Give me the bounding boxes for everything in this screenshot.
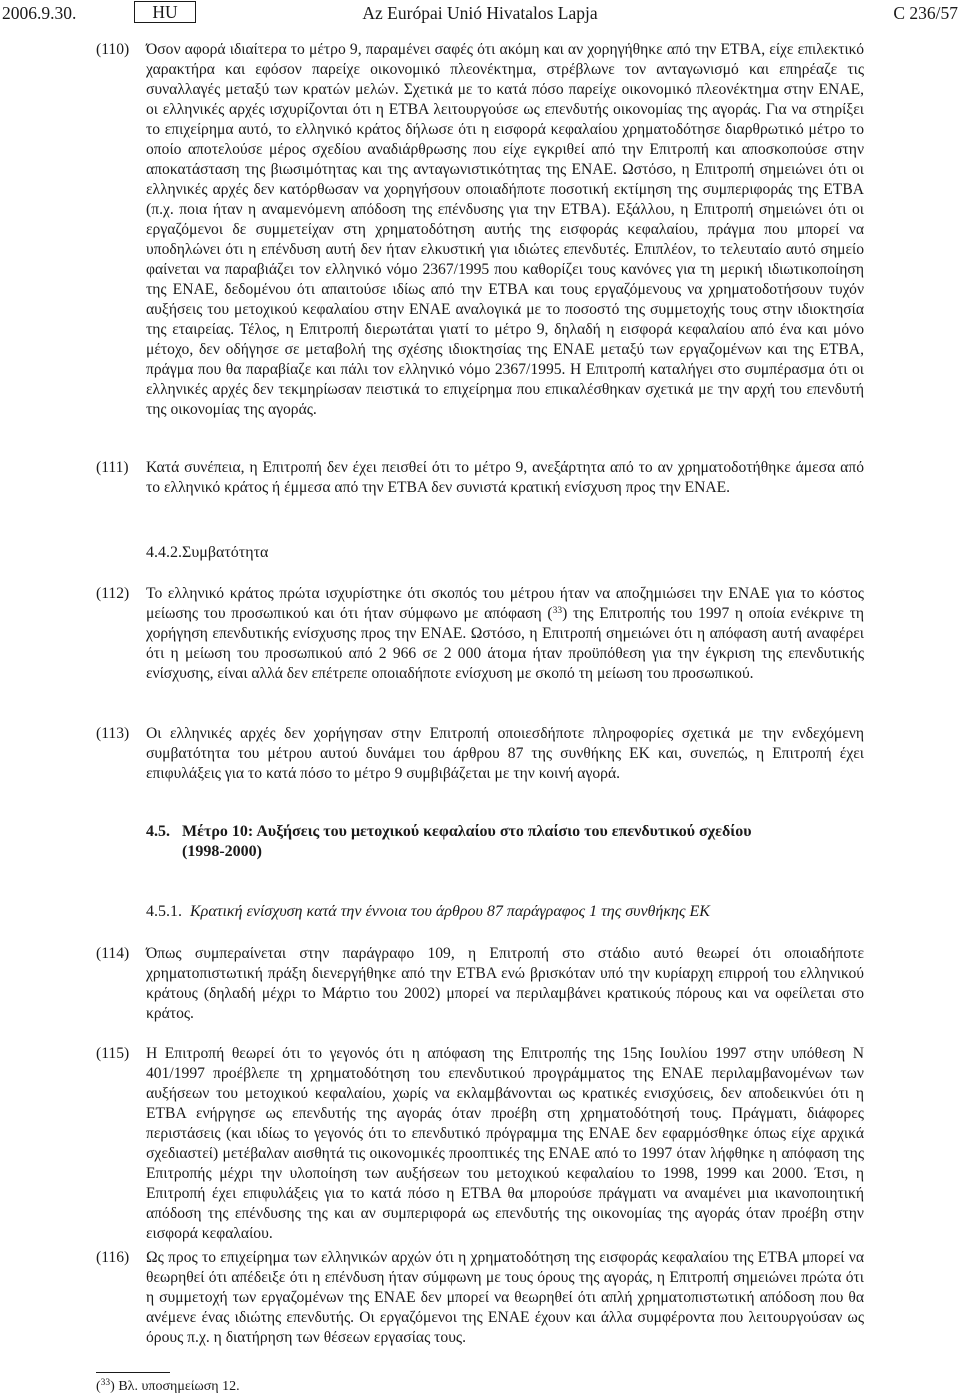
- paragraph-text: Οι ελληνικές αρχές δεν χορήγησαν στην Επιτροπή οποιεσδήποτε πληροφορίες σχετικά με την ενδεχόμενη συμβατότητα του μέτρου αυτού δυνάμει του άρθρου 87 της συνθήκης ΕΚ και, συνεπώς, η Επιτροπή έχει επιφυλάξεις για το κατά πόσο το μέτρο 9 συμβιβάζεται με την κοινή αγορά.: [146, 725, 864, 782]
- section-title-continued: (1998-2000): [182, 843, 262, 860]
- paragraph-number: (111): [96, 459, 129, 476]
- paragraph-113: [96, 724, 864, 784]
- paragraph-text: Το ελληνικό κράτος πρώτα ισχυρίστηκε ότι σκοπός του μέτρου ήταν να αποζημιώσει την ΕΝΑΕ για το κόστος μείωσης του προσωπικού και ότι ήταν σύμφωνο με απόφαση ($^{33}$) της Επιτροπής του 1997 η οποία ενέκρινε τη χορήγηση επενδυτικής ενίσχυσης προς την ΕΝΑΕ. Ωστόσο, η Επιτροπή σημειώνει ότι η απόφαση αυτή αναφέρει ότι η μείωση του προσωπικού από 2 966 σε 2 000 άτομα ήταν προϋπόθεση για την έγκριση της επενδυτικής ενίσχυσης, είναι αλλά δεν επέτρεπε οποιαδήποτε ενίσχυση με σκοπό τη μείωση του προσωπικού.: [146, 585, 864, 682]
- paragraph-number: (112): [96, 585, 130, 602]
- section-number: 4.4.2.: [146, 544, 182, 561]
- footnote-text: Βλ. υποσημείωση 12.: [118, 1379, 240, 1394]
- paragraph-114: [96, 944, 864, 1024]
- paragraph-111: [96, 458, 864, 498]
- paragraph-number: (110): [96, 41, 130, 58]
- section-title: Συμβατότητα: [182, 544, 269, 561]
- section-number: 4.5.: [146, 823, 170, 840]
- journal-title: Az Európai Unió Hivatalos Lapja: [362, 3, 598, 23]
- paragraph-number: (116): [96, 1249, 130, 1266]
- footnote-separator: [96, 1372, 170, 1373]
- paragraph-110: [96, 40, 864, 420]
- section-number: 4.5.1.: [146, 903, 182, 920]
- paragraph-116: [96, 1248, 864, 1348]
- section-heading-4-4-2: [146, 543, 268, 563]
- paragraph-text: Όσον αφορά ιδιαίτερα το μέτρο 9, παραμένει σαφές ότι ακόμη και αν χορηγήθηκε από την ΕΤΒΑ, είχε επιλεκτικό χαρακτήρα και εφόσον παρείχε οικονομικό πλεονέκτημα, στρέβλωνε τον ανταγωνισμό και επηρέαζε τις συναλλαγές μεταξύ των κρατών μελών. Σχετικά με το κατά πόσο παρείχε οικονομικό πλεονέκτημα στην ΕΝΑΕ, οι ελληνικές αρχές ισχυρίζονται ότι η ΕΤΒΑ λειτουργούσε ως επενδυτής οικονομίας της αγοράς. Για να στηρίξει το επιχείρημα αυτό, το ελληνικό κράτος δήλωσε ότι η εισφορά κεφαλαίου χρηματοδότησε διαρθρωτικό μέτρο το οποίο αποτελούσε μέρος σχεδίου αναδιάρθρωσης που είχε εγκριθεί από την Επιτροπή και αποσκοπούσε στην αποκατάσταση της βιωσιμότητας και της ανταγωνιστικότητας της ΕΝΑΕ. Ωστόσο, η Επιτροπή σημειώνει ότι οι ελληνικές αρχές δεν κατόρθωσαν να χορηγήσουν οποιαδήποτε ποσοτική εκτίμηση της συμπεριφοράς της ΕΤΒΑ (π.χ. ποια ήταν η αναμενόμενη απόδοση της επένδυσης για την ΕΤΒΑ). Εξάλλου, η Επιτροπή σημειώνει ότι οι εργαζόμενοι δε συμμετείχαν στη χρηματοδότηση αυτής της εισφοράς κεφαλαίου, πράγμα που μπορεί να υποδηλώνει ότι η επένδυση αυτή δεν ήταν ελκυστική για ιδιώτες επενδυτές. Επιπλέον, το τελευταίο αυτό σημείο φαίνεται να παραβιάζει τον ελληνικό νόμο 2367/1995 που καθορίζει τους κανόνες για τη μερική ιδιωτικοποίηση της ΕΝΑΕ, δεδομένου ότι απαιτούσε ιδίως από την ΕΤΒΑ και τους εργαζόμενους να χρηματοδοτήσουν τυχόν αυξήσεις του μετοχικού κεφαλαίου στην ΕΝΑΕ αναλογικά με το ποσοστό της συμμετοχής τους στην ιδιοκτησία της εταιρείας. Τέλος, η Επιτροπή διερωτάται γιατί το μέτρο 9, δηλαδή η εισφορά κεφαλαίου από ένα και μόνο μέτοχο, δεν οδήγησε σε μεταβολή της σχέσης ιδιοκτησίας της ΕΝΑΕ μεταξύ των εργαζομένων και της ΕΤΒΑ, πράγμα που θα παραβίαζε και πάλι τον ελληνικό νόμο 2367/1995. Η Επιτροπή καταλήγει στο συμπέρασμα ότι οι ελληνικές αρχές δεν τεκμηρίωσαν πειστικά το επιχείρημα που επικαλέσθηκαν σχετικά με την αρχή του επενδυτή της οικονομίας της αγοράς.: [146, 41, 864, 418]
- paragraph-number: (113): [96, 725, 130, 742]
- publication-date: 2006.9.30.: [2, 3, 77, 23]
- paragraph-115: [96, 1044, 864, 1244]
- footnote-mark: 33: [100, 1378, 111, 1388]
- paragraph-112: [96, 584, 864, 684]
- section-heading-4-5-1: [146, 902, 710, 922]
- paragraph-text: Η Επιτροπή θεωρεί ότι το γεγονός ότι η απόφαση της Επιτροπής της 15ης Ιουλίου 1997 στην υπόθεση Ν 401/1997 προέβλεπε τη χρηματοδότηση του επενδυτικού προγράμματος της ΕΝΑΕ περιλαμβανομένων των αυξήσεων του μετοχικού κεφαλαίου, χωρίς να εκλαμβάνονται ως κρατικές ενισχύσεις, δεν αποδεικνύει ότι η ΕΤΒΑ ενήργησε ως επενδυτής της αγοράς όταν προέβη στη χρηματοδότησή τους. Πράγματι, διάφορες περιστάσεις (και ιδίως το γεγονός ότι το επενδυτικό πρόγραμμα της ΕΝΑΕ δεν εφαρμόσθηκε όπως είχε αρχικά σχεδιαστεί) μετέβαλαν αισθητά τις οικονομικές προοπτικές της ΕΝΑΕ από το 1997 όταν λήφθηκε η απόφαση της Επιτροπής μέχρι την υλοποίηση των αυξήσεων του μετοχικού κεφαλαίου το 1998, 1999 και 2000. Έτσι, η Επιτροπή έχει επιφυλάξεις για το κατά πόσο η ΕΤΒΑ θα μπορούσε πράγματι να αναμένει μια ικανοποιητική απόδοση της επένδυσης της και αν συμπεριφορά ως επενδυτής της οικονομίας της αγοράς όταν προέβη στην εισφορά κεφαλαίου.: [146, 1045, 864, 1242]
- section-title: Μέτρο 10: Αυξήσεις του μετοχικού κεφαλαίου στο πλαίσιο του επενδυτικού σχεδίου: [182, 823, 752, 840]
- paragraph-text: Ως προς το επιχείρημα των ελληνικών αρχών ότι η χρηματοδότηση της εισφοράς κεφαλαίου της ΕΤΒΑ μπορεί να θεωρηθεί ότι απέδειξε ότι η επένδυση ήταν σύμφωνη με τους όρους της αγοράς, η Επιτροπή σημειώνει πρώτα ότι η συμμετοχή των εργαζομένων της ΕΝΑΕ δεν μπορεί να θεωρηθεί ότι απλή χρηματοπιστωτική απόδοση που θα ανέμενε ένας ιδιώτης επενδυτής. Οι εργαζόμενοι της ΕΝΑΕ έχουν και άλλα συμφέροντα που λειτουργούσαν ως όρους π.χ. η διατήρηση των θέσεων εργασίας τους.: [146, 1249, 864, 1346]
- page-header: [0, 0, 960, 30]
- paragraph-text: Κατά συνέπεια, η Επιτροπή δεν έχει πεισθεί ότι το μέτρο 9, ανεξάρτητα από το αν χρηματοδοτήθηκε άμεσα από το ελληνικό κράτος ή έμμεσα από την ΕΤΒΑ δεν συνιστά κρατική ενίσχυση προς την ΕΝΑΕ.: [146, 459, 864, 496]
- paragraph-number: (115): [96, 1045, 130, 1062]
- footnote-reference[interactable]: 33: [552, 606, 563, 616]
- paragraph-number: (114): [96, 945, 130, 962]
- section-title: Κρατική ενίσχυση κατά την έννοια του άρθρου 87 παράγραφος 1 της συνθήκης ΕΚ: [190, 903, 710, 920]
- section-heading-4-5: [146, 822, 752, 862]
- footnote: ($^{33}$) Βλ. υποσημείωση 12.: [96, 1378, 240, 1394]
- page-reference: C 236/57: [893, 3, 958, 23]
- language-code-box: HU: [134, 1, 196, 23]
- paragraph-text: Όπως συμπεραίνεται στην παράγραφο 109, η Επιτροπή στο στάδιο αυτό θεωρεί ότι οποιαδήποτε χρηματοπιστωτική πράξη διενεργήθηκε από την ΕΤΒΑ ενώ βρισκόταν υπό την κυρίαρχη επιρροή του ελληνικού κράτους (δηλαδή μέχρι το Μάρτιο του 2002) μπορεί να περιλαμβάνει κρατικούς πόρους και να οφείλεται στο κράτος.: [146, 945, 864, 1022]
